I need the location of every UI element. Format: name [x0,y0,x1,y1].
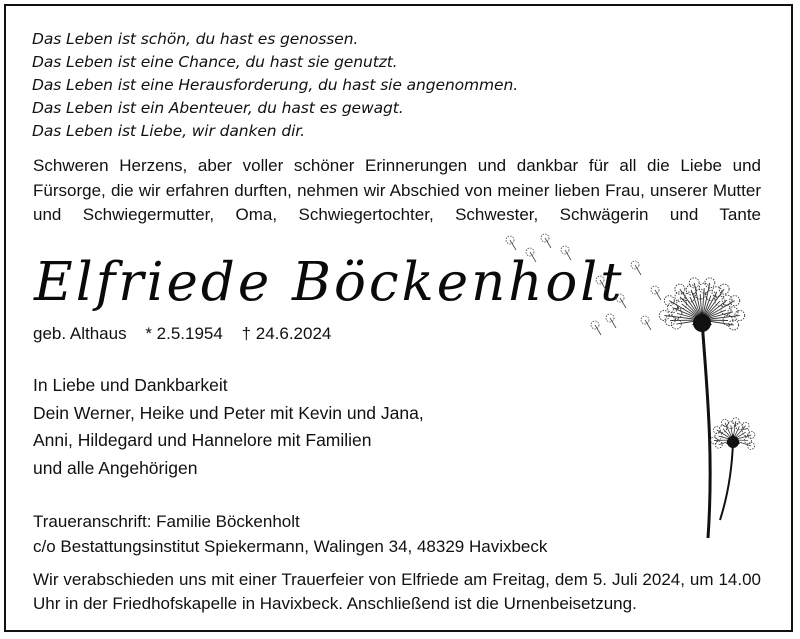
mourners-line: In Liebe und Dankbarkeit [33,375,228,395]
intro-text: Schweren Herzens, aber voller schöner Erinnerungen und dankbar für all die Liebe und Fürsorge, die wir erfahren durften, nehmen wir Abschied von meiner lieben Frau, unserer Mutter und Schwiegermutter, Oma, Schwiegertochter, Schwester, Schwägerin und Tante [33,156,761,224]
poem [32,28,518,143]
dandelion-icon [470,220,780,540]
mourners-line: Anni, Hildegard und Hannelore mit Familien [33,430,372,450]
deceased-name: Elfriede Böckenholt [34,252,625,313]
service-info: Wir verabschieden uns mit einer Trauerfeier von Elfriede am Freitag, dem 5. Juli 2024, um 14.00 Uhr in der Friedhofskapelle in Havixbeck. Anschließend ist die Urnenbeisetzung. [33,570,761,613]
mourners [33,372,424,482]
birth-date: * 2.5.1954 [145,324,223,343]
poem-line: Das Leben ist eine Herausforderung, du hast sie angenommen. [32,76,519,94]
mourners-line: und alle Angehörigen [33,457,198,478]
birth-name: geb. Althaus [33,324,127,343]
poem-line: Das Leben ist ein Abenteuer, du hast es gewagt. [32,99,404,117]
poem-line: Das Leben ist schön, du hast es genossen. [32,30,359,48]
life-dates [33,324,345,344]
poem-line: Das Leben ist Liebe, wir danken dir. [32,122,305,140]
death-date: † 24.6.2024 [241,324,332,343]
poem-line: Das Leben ist eine Chance, du hast sie genutzt. [32,53,398,71]
mourners-line: Dein Werner, Heike und Peter mit Kevin und Jana, [33,402,424,423]
address-line: c/o Bestattungsinstitut Spiekermann, Walingen 34, 48329 Havixbeck [33,537,548,556]
address-line: Traueranschrift: Familie Böckenholt [33,512,300,531]
